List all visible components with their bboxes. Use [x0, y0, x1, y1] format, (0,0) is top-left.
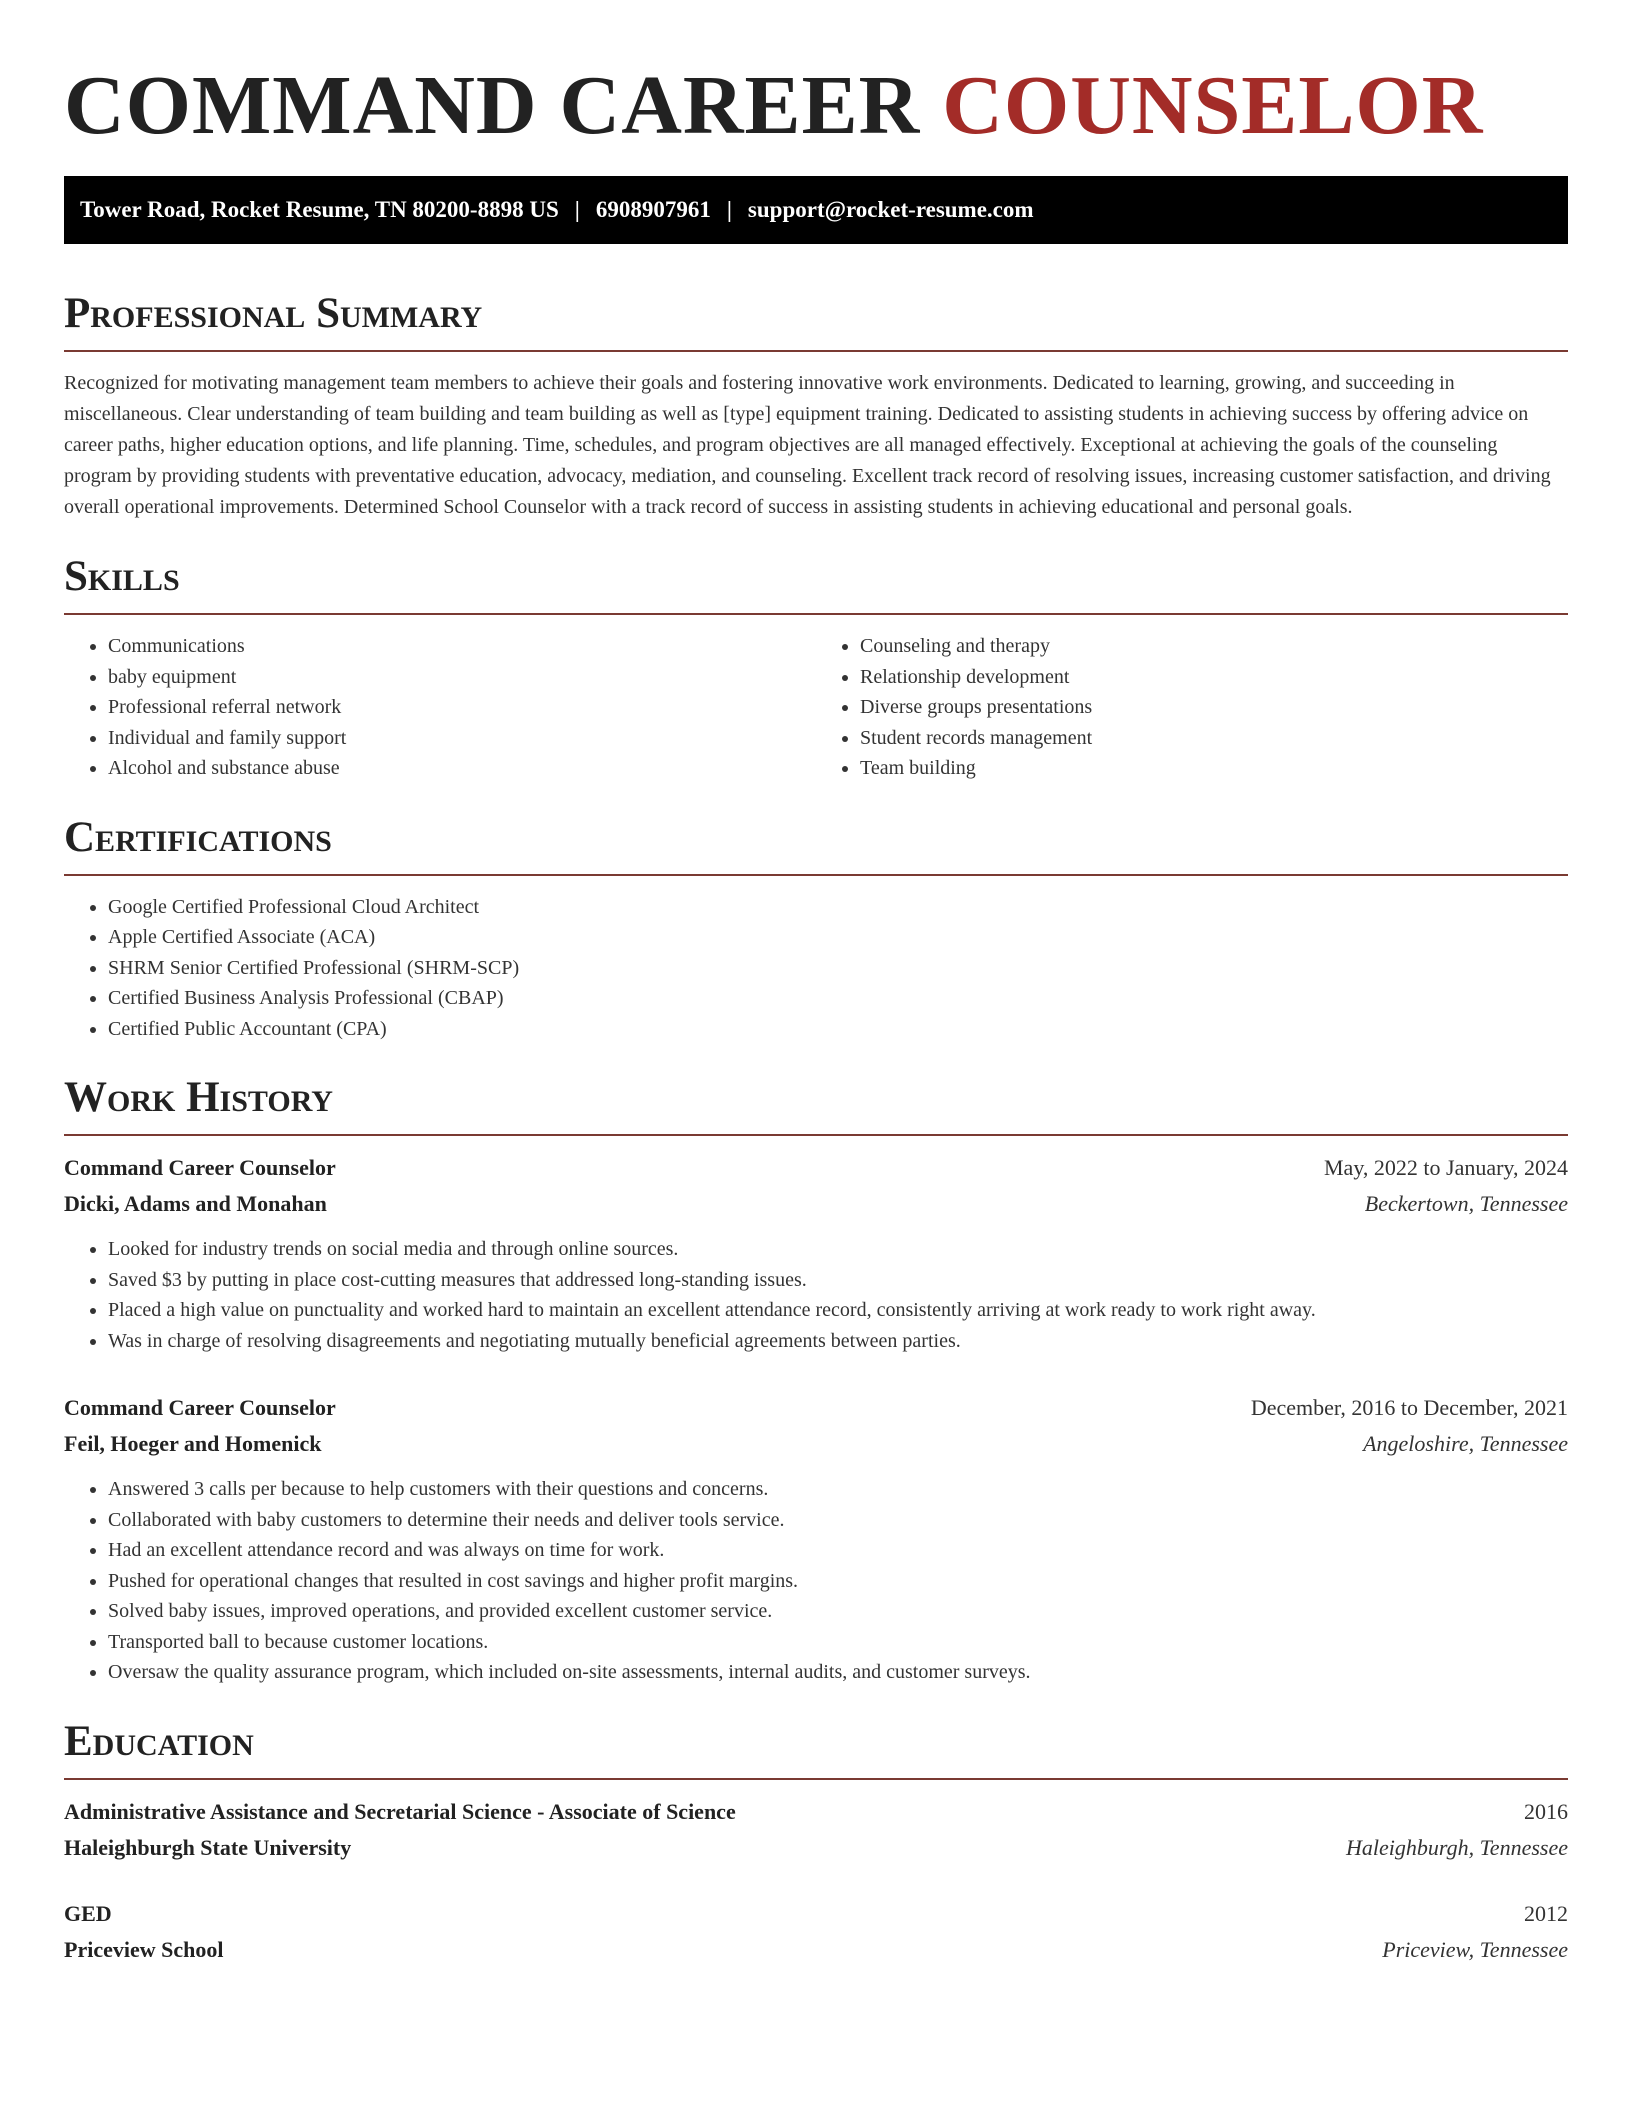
- education-section: [64, 1718, 1568, 1968]
- job-bullets: [64, 1474, 1568, 1688]
- job-position: Command Career Counselor: [64, 1155, 336, 1180]
- summary-text: Recognized for motivating management team members to achieve their goals and fostering innovative work environments. Dedicated to learning, growing, and succeeding in miscellaneous. Clear understanding of team building and team building as well as [type] equipment training. Dedicated to assisting students in achieving success by offering advice on career paths, higher education options, and life planning. Time, schedules, and program objectives are all managed effectively. Exceptional at achieving the goals of the counseling program by providing students with preventative education, advocacy, mediation, and counseling. Excellent track record of resolving issues, increasing customer satisfaction, and driving overall operational improvements. Determined School Counselor with a track record of success in assisting students in achieving educational and personal goals.: [64, 372, 1551, 518]
- contact-separator: |: [726, 197, 732, 222]
- skill-item: • Diverse groups presentations: [860, 692, 1568, 723]
- education-degree-row: [64, 1896, 1568, 1932]
- job-bullet: • Collaborated with baby customers to determine their needs and deliver tools service.: [108, 1505, 1568, 1536]
- education-degree: GED: [64, 1900, 112, 1926]
- education-entry: [64, 1794, 1568, 1866]
- job-location: Beckertown, Tennessee: [1364, 1191, 1568, 1216]
- name-part-2: COUNSELOR: [942, 59, 1484, 152]
- section-title-certifications: Certifications: [64, 814, 1568, 876]
- education-entry: [64, 1896, 1568, 1968]
- job-company-row: [64, 1186, 1568, 1222]
- job-bullets: [64, 1234, 1568, 1356]
- certification-item: • Certified Public Accountant (CPA): [108, 1014, 1568, 1045]
- section-title-skills: Skills: [64, 553, 1568, 615]
- education-degree-row: [64, 1794, 1568, 1830]
- contact-bar: [64, 176, 1568, 244]
- skill-item: • Individual and family support: [108, 723, 816, 754]
- education-location: Haleighburgh, Tennessee: [1345, 1834, 1568, 1860]
- job-company-row: [64, 1426, 1568, 1462]
- skills-section: [64, 553, 1568, 784]
- summary-section: [64, 290, 1568, 523]
- job-location: Angeloshire, Tennessee: [1363, 1431, 1568, 1456]
- job-bullet: • Was in charge of resolving disagreements and negotiating mutually beneficial agreements between parties.: [108, 1326, 1568, 1357]
- resume-page: [64, 0, 1568, 1968]
- certification-item: • SHRM Senior Certified Professional (SHRM-SCP): [108, 953, 1568, 984]
- job-title-row: [64, 1390, 1568, 1426]
- section-title-education: Education: [64, 1718, 1568, 1780]
- skills-grid: [64, 615, 1568, 784]
- education-year: 2012: [1524, 1900, 1568, 1926]
- education-school-row: [64, 1830, 1568, 1866]
- certifications-list: [64, 892, 1568, 1045]
- certification-item: • Certified Business Analysis Professional (CBAP): [108, 983, 1568, 1014]
- skills-list-left: [64, 631, 816, 784]
- job-bullet: • Had an excellent attendance record and was always on time for work.: [108, 1535, 1568, 1566]
- job-position: Command Career Counselor: [64, 1395, 336, 1420]
- job-bullet: • Pushed for operational changes that resulted in cost savings and higher profit margins.: [108, 1566, 1568, 1597]
- education-school: Priceview School: [64, 1936, 224, 1962]
- education-year: 2016: [1524, 1798, 1568, 1824]
- job-company: Feil, Hoeger and Homenick: [64, 1431, 322, 1456]
- job-title-row: [64, 1150, 1568, 1186]
- skill-item: • Counseling and therapy: [860, 631, 1568, 662]
- education-location: Priceview, Tennessee: [1382, 1936, 1568, 1962]
- work-history-section: [64, 1074, 1568, 1688]
- job-bullet: • Answered 3 calls per because to help customers with their questions and concerns.: [108, 1474, 1568, 1505]
- contact-email: support@rocket-resume.com: [747, 197, 1034, 222]
- contact-phone: 6908907961: [595, 197, 711, 222]
- job-bullet: • Oversaw the quality assurance program, which included on-site assessments, internal audits, and customer surveys.: [108, 1657, 1568, 1688]
- job-bullet: • Looked for industry trends on social media and through online sources.: [108, 1234, 1568, 1265]
- skills-list-right: [816, 631, 1568, 784]
- skill-item: • Professional referral network: [108, 692, 816, 723]
- job-bullet: • Placed a high value on punctuality and worked hard to maintain an excellent attendance record, consistently arriving at work ready to work right away.: [108, 1295, 1568, 1326]
- education-school: Haleighburgh State University: [64, 1834, 352, 1860]
- certification-item: • Apple Certified Associate (ACA): [108, 922, 1568, 953]
- contact-separator: |: [574, 197, 580, 222]
- candidate-name: [64, 56, 1568, 156]
- certification-item: • Google Certified Professional Cloud Architect: [108, 892, 1568, 923]
- skill-item: • baby equipment: [108, 662, 816, 693]
- skill-item: • Relationship development: [860, 662, 1568, 693]
- name-part-1: COMMAND CAREER: [64, 59, 921, 152]
- education-degree: Administrative Assistance and Secretarial Science - Associate of Science: [64, 1798, 736, 1824]
- job-bullet: • Saved $3 by putting in place cost-cutting measures that addressed long-standing issues.: [108, 1265, 1568, 1296]
- job-entry: [64, 1390, 1568, 1688]
- skill-item: • Team building: [860, 753, 1568, 784]
- job-dates: May, 2022 to January, 2024: [1324, 1155, 1568, 1180]
- job-bullet: • Solved baby issues, improved operations, and provided excellent customer service.: [108, 1596, 1568, 1627]
- skill-item: • Communications: [108, 631, 816, 662]
- skill-item: • Alcohol and substance abuse: [108, 753, 816, 784]
- skill-item: • Student records management: [860, 723, 1568, 754]
- contact-address: Tower Road, Rocket Resume, TN 80200-8898 US: [80, 197, 559, 222]
- job-dates: December, 2016 to December, 2021: [1250, 1395, 1568, 1420]
- education-school-row: [64, 1932, 1568, 1968]
- job-bullet: • Transported ball to because customer locations.: [108, 1627, 1568, 1658]
- section-title-summary: Professional Summary: [64, 290, 1568, 352]
- job-company: Dicki, Adams and Monahan: [64, 1191, 327, 1216]
- section-title-work-history: Work History: [64, 1074, 1568, 1136]
- job-entry: [64, 1150, 1568, 1356]
- certifications-section: [64, 814, 1568, 1045]
